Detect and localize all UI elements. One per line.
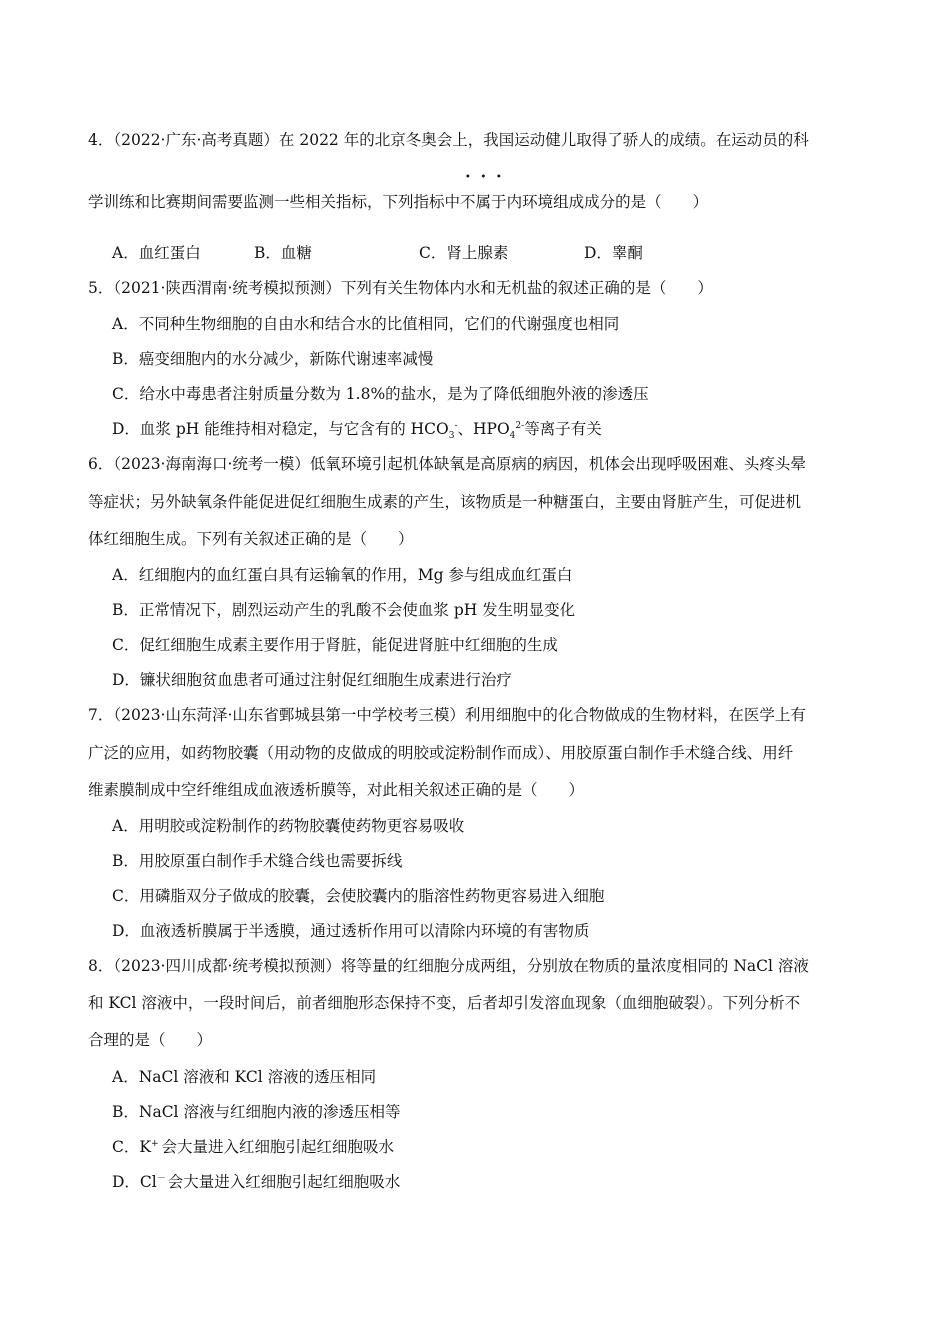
q7-option-c: C．用磷脂双分子做成的胶囊，会使胶囊内的脂溶性药物更容易进入细胞 [112,887,605,905]
q4-emphasis-char: 于 [491,193,507,211]
q4-emphasis-char: 属 [475,193,492,211]
q6-option-a: A．红细胞内的血红蛋白具有运输氧的作用，Mg 参与组成血红蛋白 [112,566,573,584]
q5-option-d-text: D．血浆 pH 能维持相对稳定，与它含有的 HCO [112,420,449,438]
q6-stem-line-3: 体红细胞生成。下列有关叙述正确的是（ ） [88,530,414,548]
q8-stem-line-1: 8．（2023·四川成都·统考模拟预测）将等量的红细胞分成两组，分别放在物质的量浓度相同的 NaCl 溶液 [88,957,809,975]
q5-stem: 5．（2021·陕西渭南·统考模拟预测）下列有关生物体内水和无机盐的叙述正确的是（ ） [88,279,713,297]
q5-option-d-sub: 3 [448,431,455,442]
q5-option-b: B．癌变细胞内的水分减少，新陈代谢速率减慢 [112,350,434,368]
q4-option-c: C．肾上腺素 [419,244,509,262]
q8-option-a: A．NaCl 溶液和 KCl 溶液的透压相同 [112,1068,377,1086]
q5-option-d-sup: - [454,420,458,431]
q7-stem-line-3: 维素膜制成中空纤维组成血液透析膜等，对此相关叙述正确的是（ ） [88,781,585,799]
q5-option-d-text: 等离子有关 [524,420,602,438]
q7-option-b: B．用胶原蛋白制作手术缝合线也需要拆线 [112,852,403,870]
q7-stem-line-2: 广泛的应用，如药物胶囊（用动物的皮做成的明胶或淀粉制作而成）、用胶原蛋白制作手术缝合线、用纤 [88,744,794,762]
q8-option-b: B．NaCl 溶液与红细胞内液的渗透压相等 [112,1103,401,1121]
q4-emphasis-char: 不 [460,193,476,211]
q7-stem-line-1: 7．（2023·山东菏泽·山东省鄄城县第一中学校考三模）利用细胞中的化合物做成的生物材料，在医学上有 [88,706,806,724]
q4-option-d: D．睾酮 [584,244,643,262]
q4-option-a: A．血红蛋白 [112,244,201,262]
q4-options [112,241,812,263]
q8-option-d-sup: － [156,1173,166,1184]
q7-option-d: D．血液透析膜属于半透膜，通过透析作用可以清除内环境的有害物质 [112,922,590,940]
q4-stem-post: 内环境组成成分的是（ ） [506,193,709,211]
q6-option-b: B．正常情况下，剧烈运动产生的乳酸不会使血浆 pH 发生明显变化 [112,601,576,619]
q5-option-a: A．不同种生物细胞的自由水和结合水的比值相同，它们的代谢强度也相同 [112,315,620,333]
q8-option-c-sup: + [150,1138,159,1149]
q5-option-d-text: 、HPO [457,420,510,438]
q5-option-d-sup: 2- [515,420,525,431]
q8-option-c-text: C．K [112,1138,151,1156]
q7-option-a: A．用明胶或淀粉制作的药物胶囊使药物更容易吸收 [112,817,465,835]
q6-option-d: D．镰状细胞贫血患者可通过注射促红细胞生成素进行治疗 [112,671,512,689]
q5-option-c: C．给水中毒患者注射质量分数为 1.8%的盐水，是为了降低细胞外液的渗透压 [112,385,649,403]
q5-option-d-sub: 4 [509,431,516,442]
q4-stem-pre: 学训练和比赛期间需要监测一些相关指标，下列指标中 [88,193,461,211]
q4-stem-line-1: 4．（2022·广东·高考真题）在 2022 年的北京冬奥会上，我国运动健儿取得了骄人的成绩。在运动员的科 [88,131,809,149]
q8-stem-line-3: 合理的是（ ） [88,1031,213,1049]
q6-stem-line-2: 等症状；另外缺氧条件能促进促红细胞生成素的产生，该物质是一种糖蛋白，主要由肾脏产生，可促进机 [88,493,802,511]
q6-stem-line-1: 6．（2023·海南海口·统考一模）低氧环境引起机体缺氧是高原病的病因，机体会出现呼吸困难、头疼头晕 [88,455,806,473]
q5-option-d [112,417,602,441]
q6-option-c: C．促红细胞生成素主要作用于肾脏，能促进肾脏中红细胞的生成 [112,636,558,654]
q8-option-d-text: D．Cl [112,1173,157,1191]
q8-option-d-text: 会大量进入红细胞引起红细胞吸水 [167,1173,401,1191]
q4-stem-line-2 [88,190,708,212]
q4-option-b: B．血糖 [254,244,312,262]
q8-stem-line-2: 和 KCl 溶液中，一段时间后，前者细胞形态保持不变，后者却引发溶血现象（血细胞破裂）。下列分析不 [88,994,801,1012]
q8-option-c [112,1135,394,1157]
q8-option-c-text: 会大量进入红细胞引起红细胞吸水 [161,1138,395,1156]
q8-option-d [112,1170,400,1192]
